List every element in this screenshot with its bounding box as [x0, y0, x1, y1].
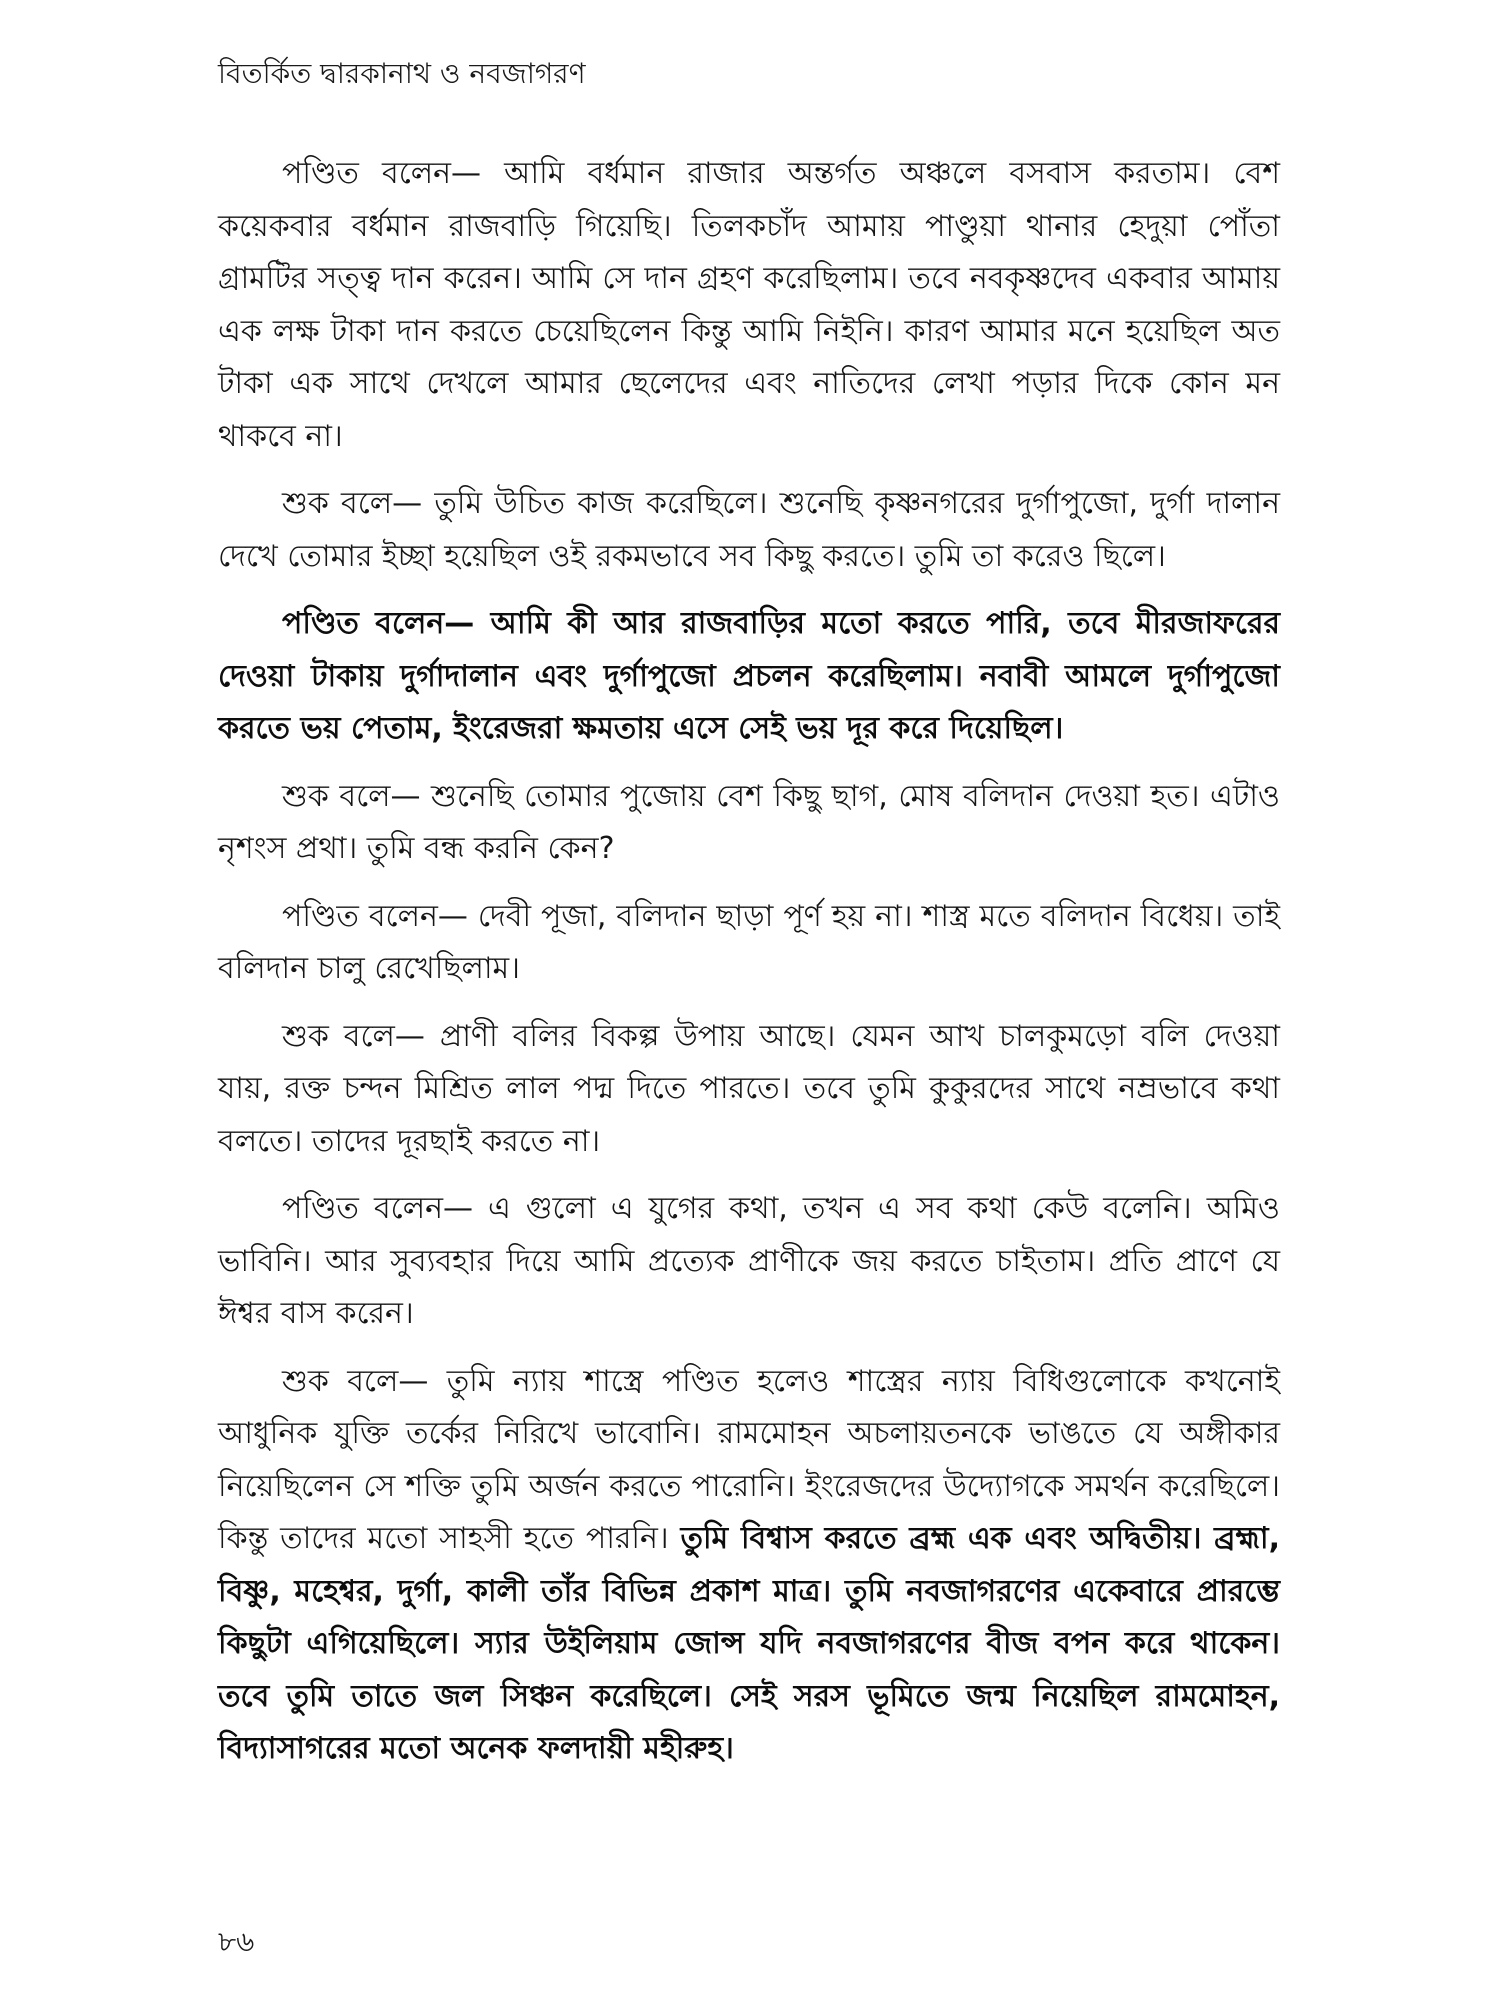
paragraph-7: [218, 1183, 1280, 1341]
paragraph-2-text: শুক বলে— তুমি উচিত কাজ করেছিলে। শুনেছি কৃষ্ণনগরের দুর্গাপুজো, দুর্গা দালান দেখে তোমার ইচ্ছা হয়েছিল ওই রকমভাবে সব কিছু করতে। তুমি তা করেও ছিলে।: [218, 486, 1280, 574]
paragraph-1-text: পণ্ডিত বলেন— আমি বর্ধমান রাজার অন্তর্গত অঞ্চলে বসবাস করতাম। বেশ কয়েকবার বর্ধমান রাজবাড়ি গিয়েছি। তিলকচাঁদ আমায় পাণ্ডুয়া থানার হেদুয়া পোঁতা গ্রামটির সত্ত্ব দান করেন। আমি সে দান গ্রহণ করেছিলাম। তবে নবকৃষ্ণদেব একবার আমায় এক লক্ষ টাকা দান করতে চেয়েছিলেন কিন্তু আমি নিইনি। কারণ আমার মনে হয়েছিল অত টাকা এক সাথে দেখলে আমার ছেলেদের এবং নাতিদের লেখা পড়ার দিকে কোন মন থাকবে না।: [218, 156, 1280, 454]
paragraph-6: [218, 1011, 1280, 1169]
paragraph-4: [218, 771, 1280, 876]
paragraph-8-bold-text: তুমি বিশ্বাস করতে ব্রহ্ম এক এবং অদ্বিতীয়। ব্রহ্মা, বিষ্ণু, মহেশ্বর, দুর্গা, কালী তাঁর বিভিন্ন প্রকাশ মাত্র। তুমি নবজাগরণের একেবারে প্রারম্ভে কিছুটা এগিয়েছিলে। স্যার উইলিয়াম জোন্স যদি নবজাগরণের বীজ বপন করে থাকেন। তবে তুমি তাতে জল সিঞ্চন করেছিলে। সেই সরস ভূমিতে জন্ম নিয়েছিল রামমোহন, বিদ্যাসাগরের মতো অনেক ফলদায়ী মহীরুহ।: [218, 1521, 1280, 1766]
paragraph-3: [218, 598, 1280, 756]
paragraph-6-text: শুক বলে— প্রাণী বলির বিকল্প উপায় আছে। যেমন আখ চালকুমড়ো বলি দেওয়া যায়, রক্ত চন্দন মিশ্রিত লাল পদ্ম দিতে পারতে। তবে তুমি কুকুরদের সাথে নম্রভাবে কথা বলতে। তাদের দূরছাই করতে না।: [218, 1018, 1280, 1159]
running-header-title: বিতর্কিত দ্বারকানাথ ও নবজাগরণ: [218, 57, 586, 90]
paragraph-7-text: পণ্ডিত বলেন— এ গুলো এ যুগের কথা, তখন এ সব কথা কেউ বলেনি। অমিও ভাবিনি। আর সুব্যবহার দিয়ে আমি প্রত্যেক প্রাণীকে জয় করতে চাইতাম। প্রতি প্রাণে যে ঈশ্বর বাস করেন।: [218, 1191, 1280, 1331]
paragraph-2: [218, 478, 1280, 583]
paragraph-3-bold-text: পণ্ডিত বলেন— আমি কী আর রাজবাড়ির মতো করতে পারি, তবে মীরজাফরের দেওয়া টাকায় দুর্গাদালান এবং দুর্গাপুজো প্রচলন করেছিলাম। নবাবী আমলে দুর্গাপুজো করতে ভয় পেতাম, ইংরেজরা ক্ষমতায় এসে সেই ভয় দূর করে দিয়েছিল।: [218, 606, 1280, 746]
body-text: [218, 148, 1280, 1791]
page-number: ৮৬: [218, 1925, 255, 1958]
paragraph-5: [218, 891, 1280, 996]
paragraph-8: [218, 1356, 1280, 1776]
paragraph-4-text: শুক বলে— শুনেছি তোমার পুজোয় বেশ কিছু ছাগ, মোষ বলিদান দেওয়া হত। এটাও নৃশংস প্রথা। তুমি বন্ধ করনি কেন?: [218, 778, 1280, 866]
paragraph-5-text: পণ্ডিত বলেন— দেবী পূজা, বলিদান ছাড়া পূর্ণ হয় না। শাস্ত্র মতে বলিদান বিধেয়। তাই বলিদান চালু রেখেছিলাম।: [218, 898, 1280, 986]
paragraph-8-text: শুক বলে— তুমি ন্যায় শাস্ত্রে পণ্ডিত হলেও শাস্ত্রের ন্যায় বিধিগুলোকে কখনোই আধুনিক যুক্তি তর্কের নিরিখে ভাবোনি। রামমোহন অচলায়তনকে ভাঙতে যে অঙ্গীকার নিয়েছিলেন সে শক্তি তুমি অর্জন করতে পারোনি। ইংরেজদের উদ্যোগকে সমর্থন করেছিলে। কিন্তু তাদের মতো সাহসী হতে পারনি।: [218, 1363, 1280, 1556]
paragraph-1: [218, 148, 1280, 463]
